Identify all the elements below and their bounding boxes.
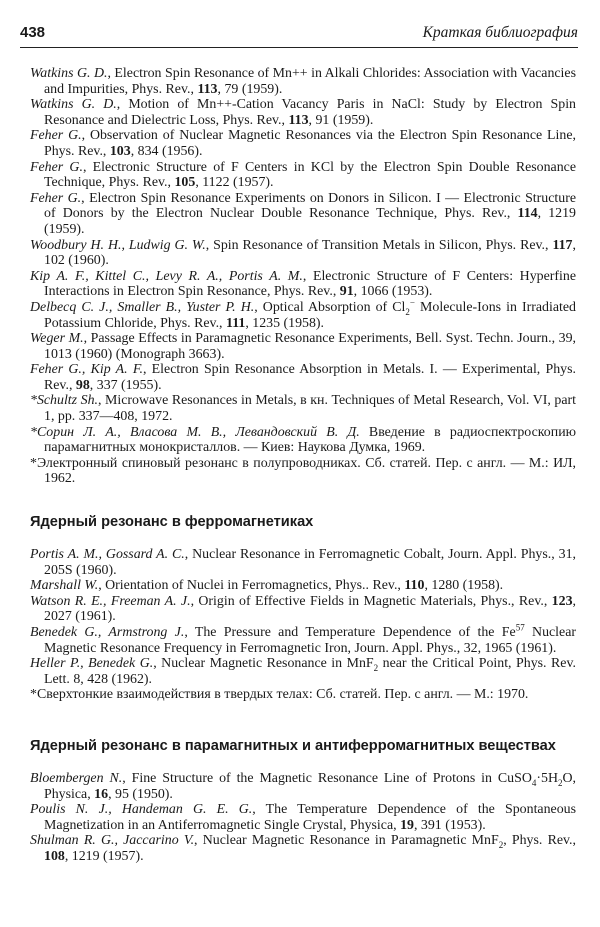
bibliography-entry: [30, 297, 576, 331]
bibliography-entry: [30, 594, 576, 625]
entry-text: Molecule-Ions in Irradiated Potassium Chloride, Phys. Rev.,: [44, 299, 576, 331]
entry-text: , Nuclear Magnetic Resonance in MnF: [153, 656, 374, 672]
entry-subscript: 2: [405, 306, 410, 317]
bibliography-entry: [30, 238, 576, 269]
entry-authors: Heller P., Benedek G.: [30, 656, 154, 672]
running-head: Краткая библиография: [422, 24, 578, 41]
bibliography: [30, 66, 576, 865]
header-rule: [20, 47, 578, 48]
entry-text: , 1219 (1959).: [44, 206, 576, 237]
bibliography-entry: [30, 456, 576, 487]
bibliography-entry: [30, 802, 576, 833]
entry-text: , Electron Spin Resonance Absorption in Metals. I. — Experimental, Phys. Rev.,: [44, 362, 576, 393]
entry-volume: 113: [197, 81, 218, 97]
bibliography-entry: [30, 362, 576, 393]
entry-text: , 91 (1959).: [308, 112, 374, 128]
entry-text: , Passage Effects in Paramagnetic Resonance Experiments, Bell. Syst. Techn. Journ., 39, 1013 (1960) (Monograph 3663).: [44, 331, 576, 362]
bibliography-group-ferromagnetics: [30, 547, 576, 703]
entry-text: , Electron Spin Resonance of Mn++ in Alkali Chlorides: Association with Vacancies and Impurities, Phys. Rev.,: [44, 66, 576, 97]
entry-authors: Watkins G. D.: [30, 97, 117, 113]
entry-volume: 110: [404, 578, 425, 594]
bibliography-entry: [30, 331, 576, 362]
entry-volume: 91: [339, 284, 354, 300]
entry-authors: Weger M.: [30, 331, 84, 347]
entry-authors: Portis A. M., Gossard A. C.: [30, 547, 185, 563]
bibliography-entry: [30, 269, 576, 300]
entry-text: , Observation of Nuclear Magnetic Resonances via the Electron Spin Resonance Line, Phys. Rev.,: [44, 128, 576, 159]
entry-text: , 102 (1960).: [44, 237, 576, 269]
bibliography-group-general: [30, 66, 576, 487]
page-number: 438: [20, 24, 46, 41]
entry-volume: 113: [288, 112, 309, 128]
entry-text: , Nuclear Resonance in Ferromagnetic Cobalt, Journ. Appl. Phys., 31, 205S (1960).: [44, 547, 577, 578]
entry-text: , Electronic Structure of F Centers in KCl by the Electron Spin Double Resonance Technique, Phys. Rev.,: [44, 159, 576, 191]
entry-authors: Watson R. E., Freeman A. J.: [30, 593, 191, 609]
entry-text: , 1280 (1958).: [424, 578, 504, 594]
entry-volume: 114: [517, 206, 538, 222]
section-title-paramagnetic: Ядерный резонанс в парамагнитных и антиферромагнитных веществах: [30, 737, 556, 754]
entry-volume: 117: [552, 237, 573, 253]
entry-text: ·5H: [536, 770, 558, 786]
bibliography-entry: [30, 66, 576, 97]
entry-text: , 1219 (1957).: [64, 848, 144, 864]
entry-volume: 108: [44, 848, 65, 864]
entry-authors: *Сорин Л. А., Власова М. В., Левандовский В. Д.: [30, 424, 360, 440]
entry-authors: *Schultz Sh.: [30, 393, 98, 409]
entry-volume: 123: [551, 593, 573, 609]
entry-subscript: 2: [557, 777, 563, 788]
bibliography-entry: [30, 656, 576, 687]
bibliography-entry: [30, 578, 576, 594]
entry-authors: Watkins G. D.: [30, 66, 108, 81]
entry-text: , 1235 (1958).: [245, 315, 325, 331]
entry-authors: Feher G.: [30, 128, 82, 144]
entry-volume: 111: [226, 315, 246, 331]
entry-text: , 1122 (1957).: [195, 175, 274, 191]
bibliography-entry: [30, 160, 576, 191]
bibliography-entry: [30, 771, 576, 802]
entry-text: , 1066 (1953).: [353, 284, 433, 300]
entry-authors: Marshall W.: [30, 578, 99, 594]
entry-text: , Fine Structure of the Magnetic Resonance Line of Protons in CuSO: [122, 770, 532, 786]
entry-volume: 19: [400, 817, 414, 833]
entry-authors: Shulman R. G., Jaccarino V.: [30, 833, 195, 849]
entry-authors: Woodbury H. H., Ludwig G. W.: [30, 237, 206, 253]
entry-text: , The Pressure and Temperature Dependence of the Fe: [184, 625, 516, 640]
entry-text: , 337 (1955).: [89, 377, 162, 393]
entry-text: , The Temperature Dependence of the Spontaneous Magnetization in an Antiferromagnetic Single Crystal, Physica,: [44, 802, 577, 833]
bibliography-entry: [30, 191, 576, 238]
entry-text: , 2027 (1961).: [44, 593, 576, 625]
entry-authors: Poulis N. J., Handeman G. E. G.: [30, 802, 253, 818]
section-title-ferromagnetics: Ядерный резонанс в ферромагнетиках: [30, 514, 314, 531]
bibliography-entry: [30, 97, 576, 128]
entry-text: , Spin Resonance of Transition Metals in Silicon, Phys. Rev.,: [205, 237, 553, 253]
entry-text: , Origin of Effective Fields in Magnetic Materials, Phys., Rev.,: [190, 593, 552, 609]
bibliography-group-paramagnetic: [30, 771, 576, 865]
entry-text: , 834 (1956).: [130, 143, 203, 159]
entry-text: , Electron Spin Resonance Experiments on Donors in Silicon. I — Electronic Structure of Donors by the Electron Nuclear Double Resonance Technique, Phys. Rev.,: [44, 190, 576, 222]
bibliography-entry: [30, 622, 576, 656]
entry-superscript: 57: [515, 622, 525, 633]
bibliography-entry: [30, 128, 576, 159]
entry-text: , Microwave Resonances in Metals, в кн. Techniques of Metal Research, Vol. VI, part 1, pp. 337—408, 1972.: [44, 393, 576, 425]
entry-text: , Motion of Mn++-Cation Vacancy Paris in NaCl: Study by Electron Spin Resonance and Dielectric Loss, Phys. Rev.,: [44, 97, 577, 128]
entry-text: , Phys. Rev.,: [503, 833, 576, 849]
bibliography-entry: [30, 393, 576, 424]
entry-authors: Kip A. F., Kittel C., Levy R. A., Portis A. M.: [30, 268, 303, 284]
entry-text: Введение в радиоспектроскопию парамагнитных монокристаллов. — Киев: Наукова Думка, 1969.: [44, 424, 576, 456]
entry-text: Nuclear Magnetic Resonance Frequency in Ferromagnetic Iron, Journ. Appl. Phys., 32, 1965 (1961).: [44, 625, 576, 656]
entry-authors: Feher G.: [30, 190, 82, 206]
bibliography-entry: [30, 833, 576, 864]
bibliography-entry: [30, 687, 576, 703]
entry-authors: Feher G.: [30, 159, 83, 175]
entry-subscript: 2: [498, 840, 504, 851]
entry-volume: 98: [75, 377, 90, 393]
entry-text: *Электронный спиновый резонанс в полупроводниках. Сб. статей. Пер. с англ. — М.: ИЛ, 1962.: [30, 455, 576, 487]
entry-authors: Benedek G., Armstrong J.: [30, 625, 185, 640]
entry-authors: Bloembergen N.: [30, 770, 123, 786]
bibliography-entry: [30, 547, 576, 578]
entry-volume: 16: [94, 786, 109, 802]
entry-text: near the Critical Point, Phys. Rev. Lett. 8, 428 (1962).: [44, 656, 576, 687]
entry-text: , 95 (1950).: [108, 786, 173, 802]
entry-text: , Optical Absorption of Cl: [254, 299, 406, 315]
entry-superscript: −: [409, 297, 415, 308]
entry-text: *Сверхтонкие взаимодействия в твердых телах: Сб. статей. Пер. с англ. — М.: 1970.: [30, 687, 529, 703]
entry-text: , 79 (1959).: [217, 81, 283, 97]
entry-text: , Electronic Structure of F Centers: Hyperfine Interactions in Electron Spin Resonance, Phys. Rev.,: [44, 268, 576, 300]
page-header: [20, 22, 578, 48]
entry-text: , Orientation of Nuclei in Ferromagnetics, Phys.. Rev.,: [98, 578, 405, 594]
entry-text: , 391 (1953).: [413, 817, 486, 833]
entry-text: , Nuclear Magnetic Resonance in Paramagnetic MnF: [194, 833, 499, 849]
entry-text: O, Physica,: [44, 770, 576, 802]
entry-authors: Delbecq C. J., Smaller B., Yuster P. H.: [30, 299, 255, 315]
entry-volume: 105: [174, 175, 196, 191]
entry-subscript: 4: [531, 777, 537, 788]
entry-subscript: 2: [373, 662, 379, 673]
entry-volume: 103: [109, 143, 131, 159]
bibliography-entry: [30, 425, 576, 456]
entry-authors: Feher G., Kip A. F.: [30, 362, 143, 378]
